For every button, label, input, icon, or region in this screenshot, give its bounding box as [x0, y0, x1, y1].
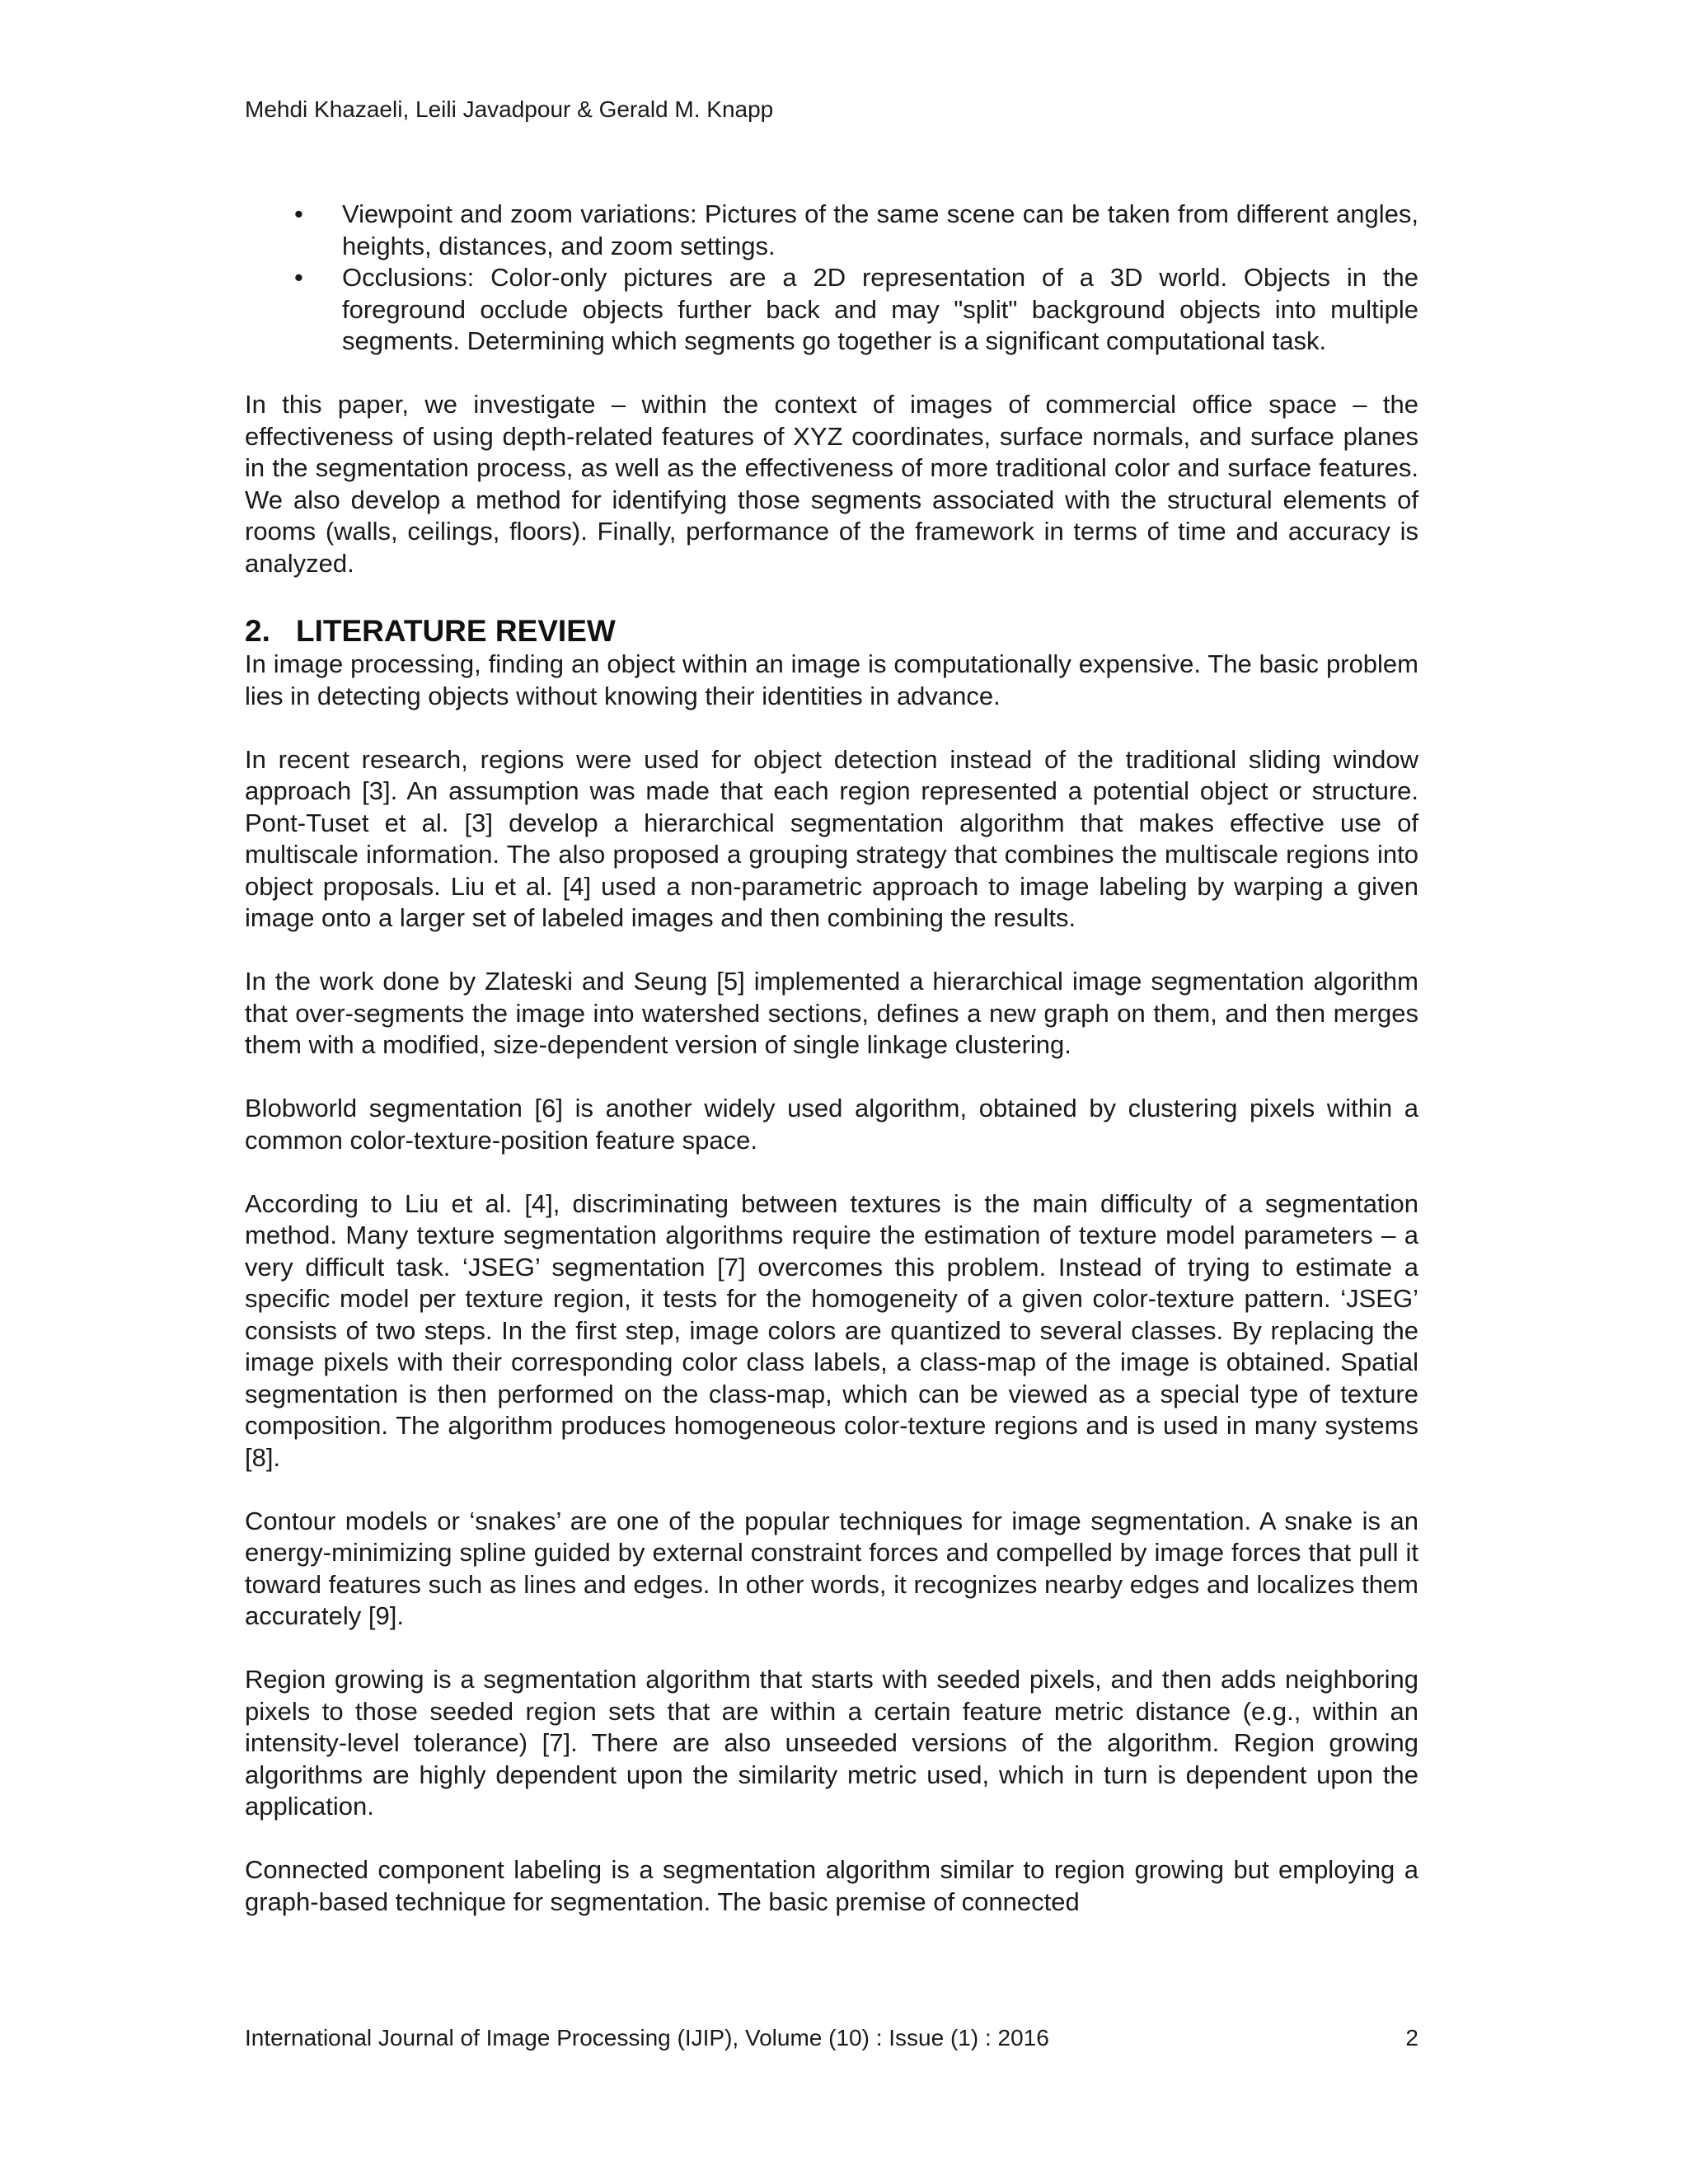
page-footer	[245, 2024, 1418, 2052]
page-number: 2	[1405, 2025, 1418, 2050]
paragraph-region-based-detection: In recent research, regions were used for object detection instead of the traditional sliding window approach [3]. An assumption was made that each region represented a potential object or structure. Pont-Tuset et al. [3] develop a hierarchical segmentation algorithm that makes effective use of multiscale information. The also proposed a grouping strategy that combines the multiscale regions into object proposals. Liu et al. [4] used a non-parametric approach to image labeling by warping a given image onto a larger set of labeled images and then combining the results.	[245, 744, 1418, 932]
bullet-list	[245, 199, 1418, 358]
paragraph-watershed-segmentation: In the work done by Zlateski and Seung [5] implemented a hierarchical image segmentation algorithm that over-segments the image into watershed sections, defines a new graph on them, and then merges them with a modified, size-dependent version of single linkage clustering.	[245, 967, 1418, 1059]
intro-paragraph: In this paper, we investigate – within the context of images of commercial office space – the effectiveness of using depth-related features of XYZ coordinates, surface normals, and surface planes in the segmentation process, as well as the effectiveness of more traditional color and surface features. We also develop a method for identifying those segments associated with the structural elements of rooms (walls, ceilings, floors). Finally, performance of the framework in terms of time and accuracy is analyzed.	[245, 390, 1418, 578]
paragraph-blobworld: Blobworld segmentation [6] is another widely used algorithm, obtained by clustering pixels within a common color-texture-position feature space.	[245, 1094, 1418, 1155]
paragraph-region-growing: Region growing is a segmentation algorithm that starts with seeded pixels, and then adds neighboring pixels to those seeded region sets that are within a certain feature metric distance (e.g., within an intensity-level tolerance) [7]. There are also unseeded versions of the algorithm. Region growing algorithms are highly dependent upon the similarity metric used, which in turn is dependent upon the application.	[245, 1665, 1418, 1821]
section-number: 2.	[245, 614, 270, 648]
bullet-item-viewpoint	[245, 199, 1418, 262]
bullet-dot-icon: •	[294, 263, 303, 292]
paragraph-connected-component: Connected component labeling is a segmentation algorithm similar to region growing but employing a graph-based technique for segmentation. The basic premise of connected	[245, 1855, 1418, 1916]
paragraph-object-detection-problem: In image processing, finding an object within an image is computationally expensive. The basic problem lies in detecting objects without knowing their identities in advance.	[245, 649, 1418, 710]
bullet-item-occlusions	[245, 262, 1418, 358]
page-body	[245, 199, 1418, 1918]
footer-journal-citation: International Journal of Image Processing (IJIP), Volume (10) : Issue (1) : 2016	[245, 2025, 1049, 2050]
paragraph-jseg: According to Liu et al. [4], discriminating between textures is the main difficulty of a segmentation method. Many texture segmentation algorithms require the estimation of texture model parameters – a very difficult task. ‘JSEG’ segmentation [7] overcomes this problem. Instead of trying to estimate a specific model per texture region, it tests for the homogeneity of a given color-texture pattern. ‘JSEG’ consists of two steps. In the first step, image colors are quantized to several classes. By replacing the image pixels with their corresponding color class labels, a class-map of the image is obtained. Spatial segmentation is then performed on the class-map, which can be viewed as a special type of texture composition. The algorithm produces homogeneous color-texture regions and is used in many systems [8].	[245, 1188, 1418, 1472]
section-title: LITERATURE REVIEW	[296, 614, 616, 648]
bullet-dot-icon: •	[294, 199, 303, 228]
section-heading-literature-review	[245, 614, 1418, 649]
bullet-text: Occlusions: Color-only pictures are a 2D representation of a 3D world. Objects in the foreground occlude objects further back and may "split" background objects into multiple segments. Determining which segments go together is a significant computational task.	[342, 263, 1418, 355]
bullet-text: Viewpoint and zoom variations: Pictures of the same scene can be taken from different angles, heights, distances, and zoom settings.	[342, 199, 1418, 260]
running-header-authors: Mehdi Khazaeli, Leili Javadpour & Gerald M. Knapp	[245, 96, 774, 122]
paragraph-snakes: Contour models or ‘snakes’ are one of the popular techniques for image segmentation. A snake is an energy-minimizing spline guided by external constraint forces and compelled by image forces that pull it toward features such as lines and edges. In other words, it recognizes nearby edges and localizes them accurately [9].	[245, 1506, 1418, 1630]
